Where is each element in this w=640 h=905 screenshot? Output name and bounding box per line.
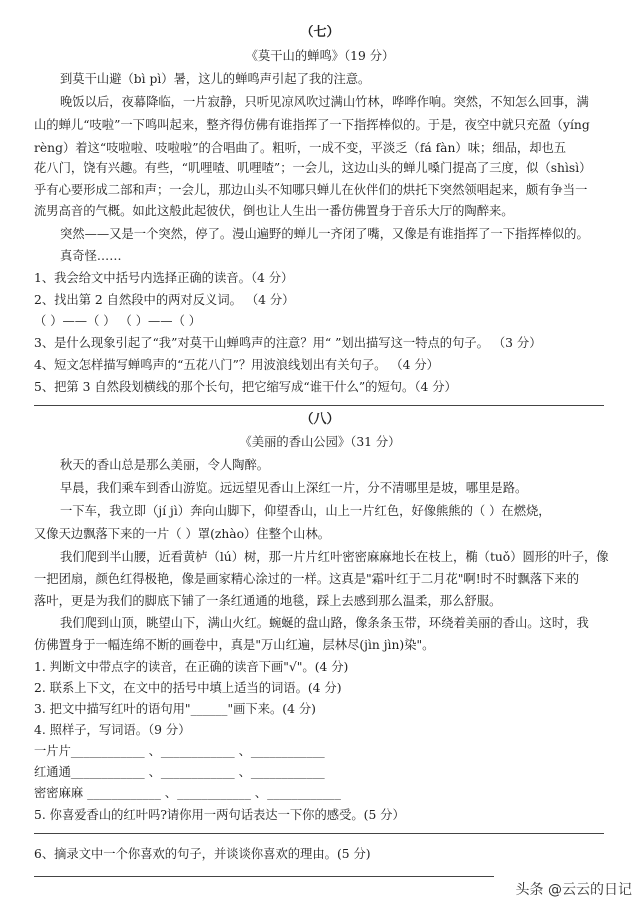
paragraph-line: 早晨，我们乘车到香山游览。远远望见香山上深红一片，分不清哪里是坡，哪里是路。 bbox=[60, 481, 528, 495]
paragraph-line: 我们爬到半山腰，近看黄栌（lú）树，那一片片红叶密密麻麻地长在枝上，椭（tuǒ）圆形的叶子，像 bbox=[60, 550, 609, 564]
question: 5、把第 3 自然段划横线的那个长句，把它缩写成“谁干什么”的短句。（4 分） bbox=[34, 380, 457, 394]
question: 2、找出第 2 自然段中的两对反义词。 （4 分） bbox=[34, 293, 295, 307]
question: 1、我会给文中括号内选择正确的读音。（4 分） bbox=[34, 271, 294, 285]
question: 4. 照样子，写词语。（9 分） bbox=[34, 723, 191, 737]
paragraph-line: 一把团扇，颜色红得极艳，像是画家精心涂过的一样。这真是"霜叶红于二月花"啊!时不时飘落下来的 bbox=[34, 572, 580, 586]
answer-line bbox=[34, 833, 604, 834]
paragraph-line: 我们爬到山顶，眺望山下，满山火红。蜿蜒的盘山路，像条条玉带，环绕着美丽的香山。这时，我 bbox=[60, 616, 589, 630]
answer-blanks: （ ）——（ ） （ ）——（ ） bbox=[34, 314, 202, 328]
paragraph-line: 晚饭以后，夜幕降临，一片寂静，只听见凉风吹过满山竹林，哗哗作响。突然，不知怎么回事，满 bbox=[60, 95, 589, 109]
answer-line bbox=[34, 876, 494, 877]
question: 1. 判断文中带点字的读音，在正确的读音下画"√"。(4 分) bbox=[34, 660, 349, 674]
question: 6、摘录文中一个你喜欢的句子，并谈谈你喜欢的理由。(5 分) bbox=[34, 847, 371, 861]
paragraph-line: 秋天的香山总是那么美丽，令人陶醉。 bbox=[60, 458, 270, 472]
word-blanks: 红通通____________ 、____________ 、____________ bbox=[34, 765, 325, 779]
question: 3. 把文中描写红叶的语句用"______"画下来。(4 分) bbox=[34, 702, 316, 716]
paragraph-line: 花八门，饶有兴趣。有些，“叽哩喳、叽哩喳”；一会儿，这边山头的蝉儿嗓门提高了三度，似（shìsì） bbox=[34, 161, 592, 175]
section-heading-8: （八） bbox=[300, 412, 340, 427]
paragraph-line: 一下车，我立即（jí jì）奔向山脚下，仰望香山，山上一片红色，好像熊熊的（ ）在燃烧， bbox=[60, 504, 551, 518]
question: 4、短文怎样描写蝉鸣声的“五花八门”？用波浪线划出有关句子。 （4 分） bbox=[34, 358, 439, 372]
paragraph-line: 流男高音的气概。如此这般此起彼伏，倒也让人生出一番仿佛置身于音乐大厅的陶醉来。 bbox=[34, 204, 514, 218]
question: 3、是什么现象引起了“我”对莫干山蝉鸣声的注意？用“ ”划出描写这一特点的句子。 （3 分） bbox=[34, 336, 542, 350]
paragraph-line: 又像天边飘落下来的一片（ ）罩(zhào）住整个山林。 bbox=[34, 527, 331, 541]
paragraph-line: 乎有心要形成二部和声；一会儿，那边山头不知哪只蝉儿在伙伴们的烘托下突然领唱起来，颇有争当一 bbox=[34, 183, 588, 197]
section-divider bbox=[34, 405, 604, 406]
word-blanks: 一片片____________ 、____________ 、____________ bbox=[34, 744, 325, 758]
paragraph-line: 突然——又是一个突然，停了。漫山遍野的蝉儿一齐闭了嘴，又像是有谁指挥了一下指挥棒似的。 bbox=[60, 227, 589, 241]
article-title-8: 《美丽的香山公园》（31 分） bbox=[239, 435, 401, 449]
watermark: 头条 @云云的日记 bbox=[515, 882, 632, 898]
paragraph-line: 真奇怪…… bbox=[60, 249, 122, 263]
section-heading-7: （七） bbox=[300, 25, 340, 40]
paragraph-line: 落叶，更是为我们的脚底下铺了一条红通通的地毯，踩上去感到那么温柔，那么舒服。 bbox=[34, 594, 502, 608]
article-title-7: 《莫干山的蝉鸣》（19 分） bbox=[245, 49, 395, 63]
paragraph-line: 山的蝉儿“吱啦”一下鸣叫起来，整齐得仿佛有谁指挥了一下指挥棒似的。于是，夜空中就只充盈（yíng bbox=[34, 118, 590, 132]
question: 2. 联系上下文，在文中的括号中填上适当的词语。(4 分) bbox=[34, 681, 342, 695]
question: 5. 你喜爱香山的红叶吗?请你用一两句话表达一下你的感受。(5 分） bbox=[34, 808, 405, 822]
paragraph-line: 到莫干山避（bì pì）暑，这儿的蝉鸣声引起了我的注意。 bbox=[60, 72, 371, 86]
word-blanks: 密密麻麻 ____________ 、____________ 、____________ bbox=[34, 786, 341, 800]
paragraph-line: rèng）着这“吱啦啦、吱啦啦”的合唱曲了。粗听，一成不变，平淡乏（fá fàn）味；细品，却也五 bbox=[34, 141, 567, 155]
paragraph-line: 仿佛置身于一幅连绵不断的画卷中，真是"万山红遍，层林尽(jìn jìn)染"。 bbox=[34, 638, 435, 652]
